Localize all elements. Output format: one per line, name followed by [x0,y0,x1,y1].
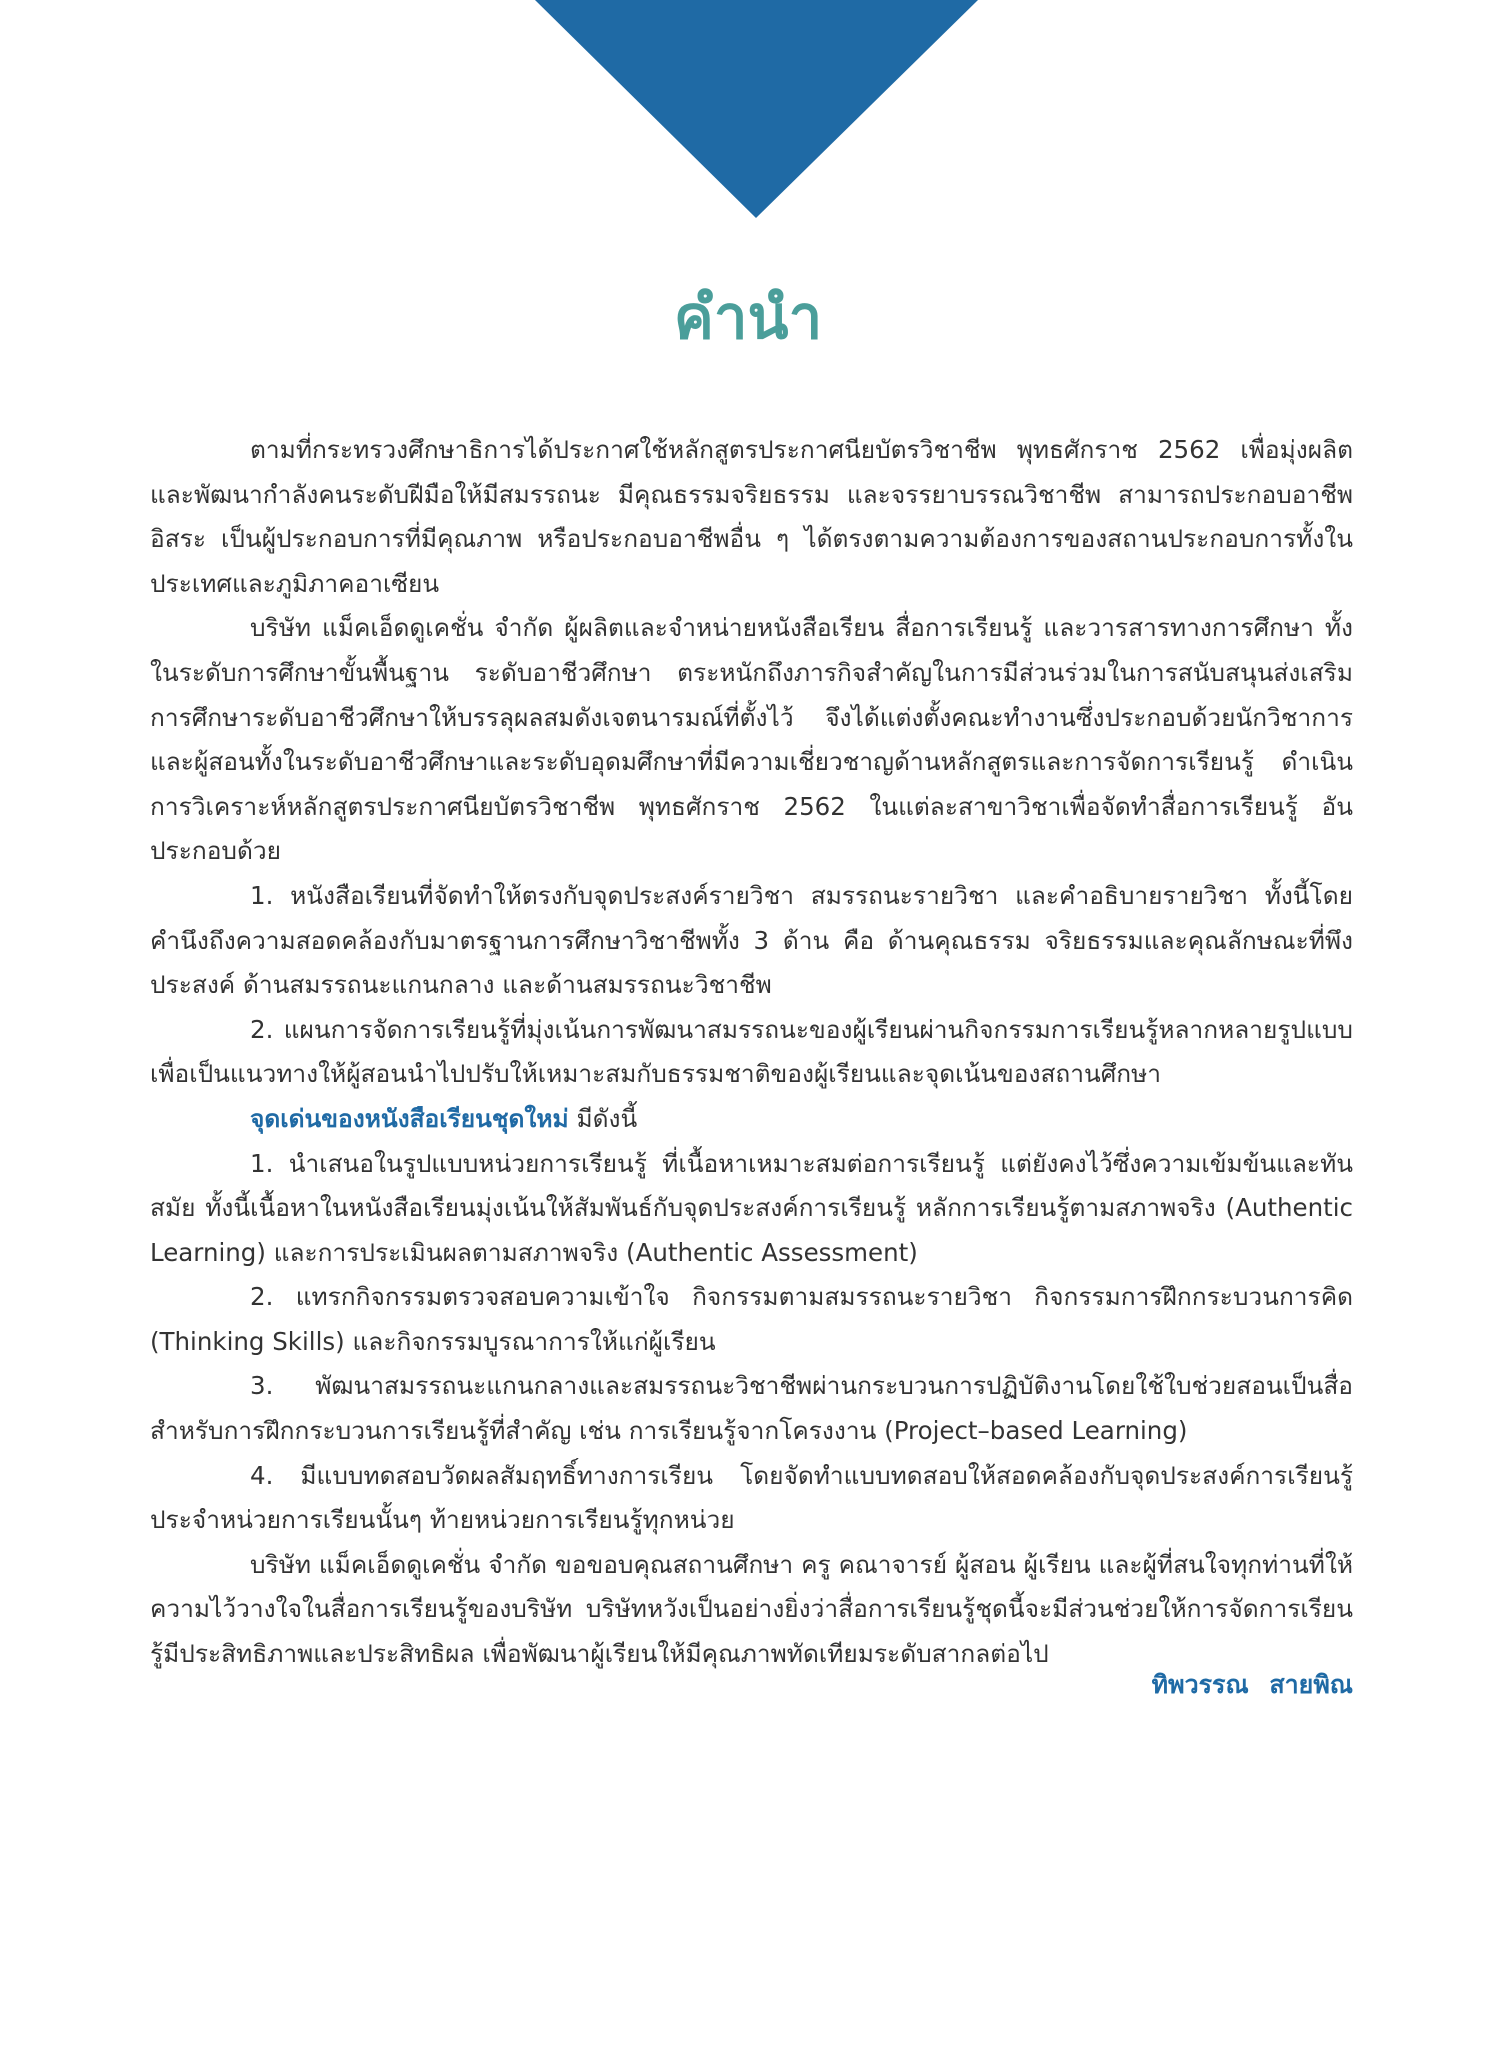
author-signature: ทิพวรรณ สายพิณ [1151,1670,1353,1699]
highlight-item-2: 2. แทรกกิจกรรมตรวจสอบความเข้าใจ กิจกรรมตามสมรรถนะรายวิชา กิจกรรมการฝึกกระบวนการคิด (Thinking Skills) และกิจกรรมบูรณาการให้แก่ผู้เรียน [150,1282,1353,1356]
preface-body [150,428,1353,1677]
blue-triangle-shape [535,0,978,218]
paragraph-company: บริษัท แม็คเอ็ดดูเคชั่น จำกัด ผู้ผลิตและจำหน่ายหนังสือเรียน สื่อการเรียนรู้ และวารสารทางการศึกษา ทั้งในระดับการศึกษาขั้นพื้นฐาน ระดับอาชีวศึกษา ตระหนักถึงภารกิจสำคัญในการมีส่วนร่วมในการสนับสนุนส่งเสริมการศึกษาระดับอาชีวศึกษาให้บรรลุผลสมดังเจตนารมณ์ที่ตั้งไว้ จึงได้แต่งตั้งคณะทำงานซึ่งประกอบด้วยนักวิชาการและผู้สอนทั้งในระดับอาชีวศึกษาและระดับอุดมศึกษาที่มีความเชี่ยวชาญด้านหลักสูตรและการจัดการเรียนรู้ ดำเนินการวิเคราะห์หลักสูตรประกาศนียบัตรวิชาชีพ พุทธศักราช 2562 ในแต่ละสาขาวิชาเพื่อจัดทำสื่อการเรียนรู้ อันประกอบด้วย [150,613,1353,866]
highlight-item-1: 1. นำเสนอในรูปแบบหน่วยการเรียนรู้ ที่เนื้อหาเหมาะสมต่อการเรียนรู้ แต่ยังคงไว้ซึ่งความเข้มข้นและทันสมัย ทั้งนี้เนื้อหาในหนังสือเรียนมุ่งเน้นให้สัมพันธ์กับจุดประสงค์การเรียนรู้ หลักการเรียนรู้ตามสภาพจริง (Authentic Learning) และการประเมินผลตามสภาพจริง (Authentic Assessment) [150,1148,1353,1267]
highlight-item-3: 3. พัฒนาสมรรถนะแกนกลางและสมรรถนะวิชาชีพผ่านกระบวนการปฏิบัติงานโดยใช้ใบช่วยสอนเป็นสื่อสำหรับการฝึกกระบวนการเรียนรู้ที่สำคัญ เช่น การเรียนรู้จากโครงงาน (Project–based Learning) [150,1371,1353,1446]
paragraph-item-2: 2. แผนการจัดการเรียนรู้ที่มุ่งเน้นการพัฒนาสมรรถนะของผู้เรียนผ่านกิจกรรมการเรียนรู้หลากหลายรูปแบบ เพื่อเป็นแนวทางให้ผู้สอนนำไปปรับให้เหมาะสมกับธรรมชาติของผู้เรียนและจุดเน้นของสถานศึกษา [150,1014,1353,1089]
decorative-triangle [0,0,1496,220]
paragraph-closing: บริษัท แม็คเอ็ดดูเคชั่น จำกัด ขอขอบคุณสถานศึกษา ครู คณาจารย์ ผู้สอน ผู้เรียน และผู้ที่สนใจทุกท่านที่ให้ความไว้วางใจในสื่อการเรียนรู้ของบริษัท บริษัทหวังเป็นอย่างยิ่งว่าสื่อการเรียนรู้ชุดนี้จะมีส่วนช่วยให้การจัดการเรียนรู้มีประสิทธิภาพและประสิทธิผล เพื่อพัฒนาผู้เรียนให้มีคุณภาพทัดเทียมระดับสากลต่อไป [150,1549,1353,1669]
paragraph-item-1: 1. หนังสือเรียนที่จัดทำให้ตรงกับจุดประสงค์รายวิชา สมรรถนะรายวิชา และคำอธิบายรายวิชา ทั้งนี้โดยคำนึงถึงความสอดคล้องกับมาตรฐานการศึกษาวิชาชีพทั้ง 3 ด้าน คือ ด้านคุณธรรม จริยธรรมและคุณลักษณะที่พึงประสงค์ ด้านสมรรถนะแกนกลาง และด้านสมรรถนะวิชาชีพ [150,880,1353,1000]
highlights-heading-suffix: มีดังนี้ [568,1103,638,1133]
highlights-heading-line [150,1097,1353,1142]
page-title: คำนำ [673,283,823,353]
paragraph-intro: ตามที่กระทรวงศึกษาธิการได้ประกาศใช้หลักสูตรประกาศนียบัตรวิชาชีพ พุทธศักราช 2562 เพื่อมุ่งผลิตและพัฒนากำลังคนระดับฝีมือให้มีสมรรถนะ มีคุณธรรมจริยธรรม และจรรยาบรรณวิชาชีพ สามารถประกอบอาชีพอิสระ เป็นผู้ประกอบการที่มีคุณภาพ หรือประกอบอาชีพอื่น ๆ ได้ตรงตามความต้องการของสถานประกอบการทั้งในประเทศและภูมิภาคอาเซียน [150,435,1353,598]
highlights-heading: จุดเด่นของหนังสือเรียนชุดใหม่ [250,1103,569,1133]
highlight-item-4: 4. มีแบบทดสอบวัดผลสัมฤทธิ์ทางการเรียน โดยจัดทำแบบทดสอบให้สอดคล้องกับจุดประสงค์การเรียนรู้ประจำหน่วยการเรียนนั้นๆ ท้ายหน่วยการเรียนรู้ทุกหน่วย [150,1460,1353,1535]
